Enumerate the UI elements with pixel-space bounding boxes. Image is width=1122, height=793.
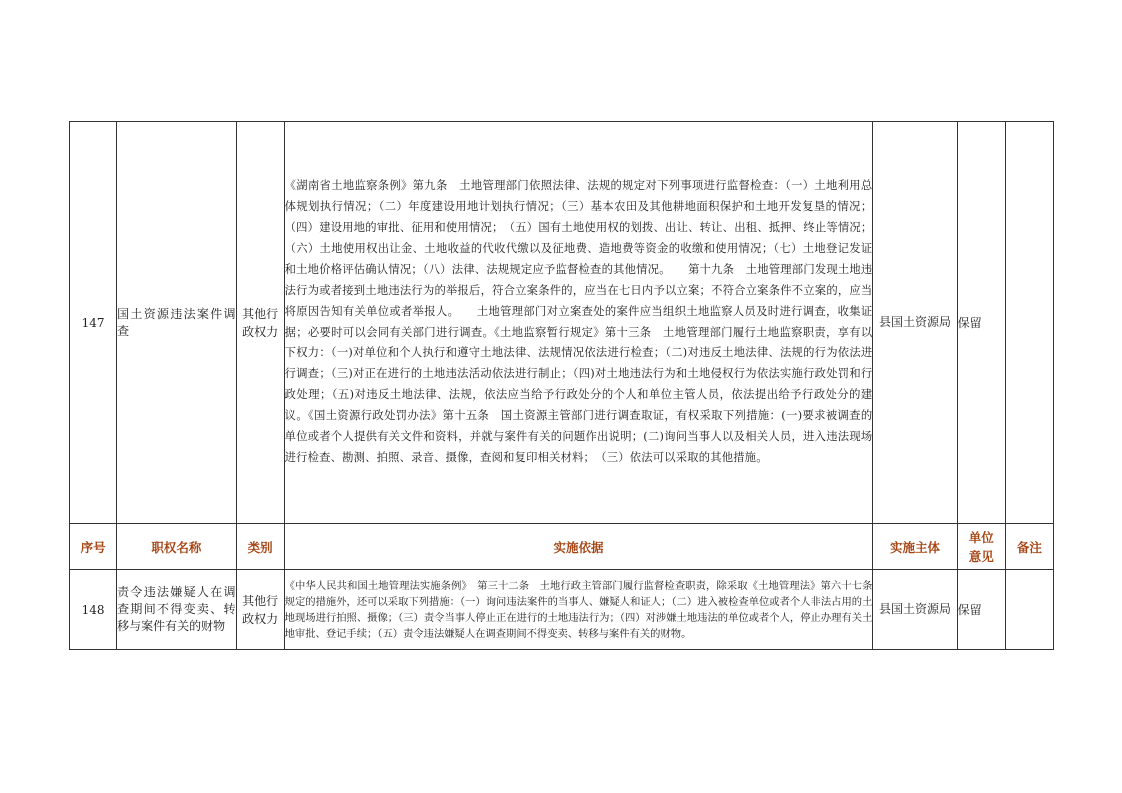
header-opinion-line2: 意见 [968,548,994,564]
remark [1005,570,1053,650]
header-subject: 实施主体 [873,524,957,570]
authority-type: 其他行政权力 [236,122,284,524]
row-number: 147 [70,122,117,524]
legal-basis: 《湖南省土地监察条例》第九条 土地管理部门依照法律、法规的规定对下列事项进行监督检查：（一）土地利用总体规划执行情况；（二）年度建设用地计划执行情况；（三）基本农田及其他耕地面积保护和土地开发复垦的情况；（四）建设用地的审批、征用和使用情况； （五）国有土地使用权的划拨、出让、转让、出租、抵押、终止等情况；（六）土地使用权出让金、土地收益的代收代缴以及征地费、造地费等资金的收缴和使用情况；（七）土地登记发证和土地价格评估确认情况；（八）法律、法规规定应予监督检查的其他情况。 第十九条 土地管理部门发现土地违法行为或者接到土地违法行为的举报后，符合立案条件的，应当在七日内予以立案；不符合立案条件不立案的，应当将原因告知有关单位或者举报人。 土地管理部门对立案查处的案件应当组织土地监察人员及时进行调查，收集证据；必要时可以会同有关部门进行调查。《土地监察暂行规定》第十三条 土地管理部门履行土地监察职责，享有以下权力：（一)对单位和个人执行和遵守土地法律、法规情况依法进行检查；（二)对违反土地法律、法规的行为依法进行调查；（三)对正在进行的土地违法活动依法进行制止；（四)对土地违法行为和土地侵权行为依法实施行政处罚和行政处理；（五)对违反土地法律、法规，依法应当给予行政处分的个人和单位主管人员，依法提出给予行政处分的建议。《国土资源行政处罚办法》第十五条 国土资源主管部门进行调查取证，有权采取下列措施：(一)要求被调查的单位或者个人提供有关文件和资料，并就与案件有关的问题作出说明；(二)询问当事人以及相关人员，进入违法现场进行检查、勘测、拍照、录音、摄像，查阅和复印相关材料； （三）依法可以采取的其他措施。 [284,122,873,524]
legal-basis: 《中华人民共和国土地管理法实施条例》 第三十二条 土地行政主管部门履行监督检查职责，除采取《土地管理法》第六十七条规定的措施外，还可以采取下列措施：（一）询问违法案件的当事人、嫌疑人和证人；（二）进入被检查单位或者个人非法占用的土地现场进行拍照、摄像；（三）责令当事人停止正在进行的土地违法行为；（四）对涉嫌土地违法的单位或者个人，停止办理有关土地审批、登记手续；（五）责令违法嫌疑人在调查期间不得变卖、转移与案件有关的财物。 [284,570,873,650]
header-no: 序号 [70,524,117,570]
header-remark: 备注 [1005,524,1053,570]
header-opinion [957,524,1005,570]
authority-name: 国土资源违法案件调查 [117,122,236,524]
authority-type: 其他行政权力 [236,570,284,650]
authority-name: 责令违法嫌疑人在调查期间不得变卖、转移与案件有关的财物 [117,570,236,650]
unit-opinion: 保留 [957,570,1005,650]
implementing-body: 县国土资源局 [873,570,957,650]
remark [1005,122,1053,524]
header-name: 职权名称 [117,524,236,570]
row-number: 148 [70,570,117,650]
implementing-body: 县国土资源局 [873,122,957,524]
table-row [70,122,1054,524]
header-basis: 实施依据 [284,524,873,570]
table-header-row [70,524,1054,570]
header-type: 类别 [236,524,284,570]
table-row [70,570,1054,650]
header-opinion-line1: 单位 [968,529,994,545]
authority-table [69,121,1054,650]
unit-opinion: 保留 [957,122,1005,524]
